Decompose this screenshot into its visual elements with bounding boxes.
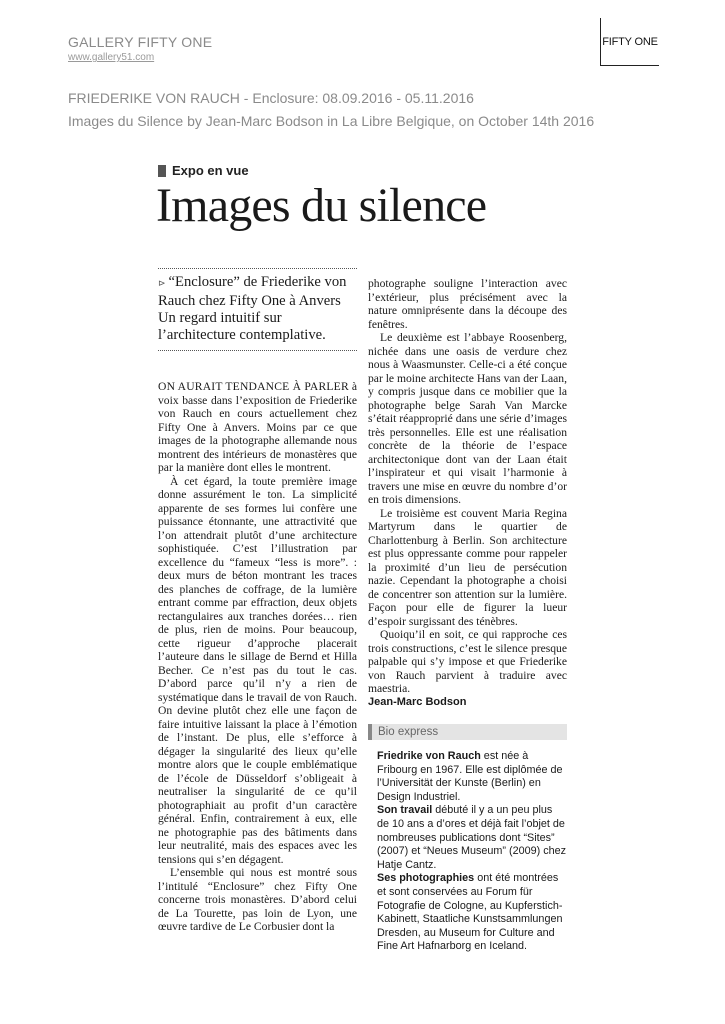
article-paragraph: À cet égard, la toute première image donne assurément le ton. La simplicité apparente de ses formes lui confère une puissance étonnante, une attractivité que l’on attendrait plutôt d’une architecture sophistiquée. C’est l’illustration par excellence du “fameux “less is more”. : deux murs de béton montrant les traces des planches de coffrage, de la lumière entrant comme par effraction, deux objets rectangulaires aux tranches dorées… rien de plus, rien de moins. Pour beaucoup, cette rigueur d’approche placerait l’auteure dans le sillage de Bernd et Hilla Becher. Ce n’est pas du tout le cas. D’abord parce qu’il n’y a rien de systématique dans le travail de von Rauch. On devine plutôt chez elle une façon de faire intuitive laissant la place à l’émotion de l’instant. De plus, elle s’efforce à dégager la singularité des lieux qu’elle montre alors que le couple emblématique de l’école de Düsseldorf s’obligeait à neutraliser la singularité de ce qu’il photographiait au profit d’un caractère général. Enfin, contrairement à eux, elle ne photographie pas des bâtiments dans leur neutralité, mais des espaces avec les tensions qui s’en dégagent. <box>158 474 357 866</box>
article-paragraph: L’ensemble qui nous est montré sous l’intitulé “Enclosure” chez Fifty One concerne trois monastères. D’abord celui de La Tourette, pas loin de Lyon, une œuvre tardive de Le Corbusier dont la <box>158 866 357 933</box>
article-paragraph <box>158 380 357 475</box>
source-line: Images du Silence by Jean-Marc Bodson in La Libre Belgique, on October 14th 2016 <box>68 113 595 129</box>
article-lede <box>158 268 357 351</box>
article-column-right <box>368 277 567 709</box>
article-column-left <box>158 380 357 934</box>
section-square-icon <box>158 165 166 177</box>
bio-paragraph-text: débuté il y a un peu plus de 10 ans a d’ores et déjà fait l’objet de nombreuses publications dont “Sites” (2007) et “Neues Museum” (2009) chez Hatje Cantz. <box>377 804 567 871</box>
bio-lead: Friedrike von Rauch <box>377 750 481 762</box>
gallery-name: GALLERY FIFTY ONE <box>68 34 213 50</box>
gallery-url-link[interactable]: www.gallery51.com <box>68 52 155 63</box>
bio-lead: Ses photographies <box>377 872 475 885</box>
paragraph-text: à voix basse dans l’exposition de Friederike von Rauch en cours actuellement chez Fifty One à Anvers. Moins par ce que images de la photographe allemande nous montrent des intérieurs de monastères que par la manière dont elles le montrent. <box>158 380 358 474</box>
article-paragraph: photographe souligne l’interaction avec l’extérieur, plus précisément avec la nature omniprésente dans la découpe des fenêtres. <box>368 277 567 331</box>
article-author: Jean-Marc Bodson <box>368 695 467 708</box>
article-paragraph: Le troisième est couvent Maria Regina Martyrum dans le quartier de Charlottenburg à Berlin. Son architecture est plus oppressante comme pour rappeler la proximité d’un lieu de persécution nazie. Cependant la photographe a choisi de concentrer son attention sur la lumière. Façon pour elle de figurer la lueur d’espoir surgissant des ténèbres. <box>368 506 567 628</box>
lead-caps: ON AURAIT TENDANCE À PARLER <box>158 380 349 393</box>
lede-arrow-icon: ⊳ <box>158 279 166 289</box>
bio-paragraph-text: ont été montrées et sont conservées au Forum für Fotografie de Cologne, au Kupferstich-Kabinett, Staatliche Kunstsammlungen Dresden, au Museum for Culture and Fine Art Hafnarborg en Iceland. <box>377 872 563 953</box>
bio-paragraph-text: est née à Fribourg en 1967. Elle est diplômée de l’Universität der Kunste (Berlin) en Design Industriel. <box>377 750 563 803</box>
article-paragraph: Quoiqu’il en soit, ce qui rapproche ces trois constructions, c’est le silence presque palpable qui s’y impose et que Friederike von Rauch parvient à traduire avec maestria. <box>368 628 567 695</box>
bio-header: Bio express <box>368 724 567 740</box>
article-headline: Images du silence <box>156 179 487 232</box>
bio-paragraph <box>377 804 567 872</box>
bio-text <box>377 750 567 954</box>
bio-lead: Son travail <box>377 804 433 817</box>
bio-paragraph <box>377 872 567 954</box>
fifty-one-logo: FIFTY ONE <box>600 18 659 66</box>
lede-text: “Enclosure” de Friederike von Rauch chez Fifty One à Anvers Un regard intuitif sur l’architecture contemplative. <box>158 274 347 343</box>
bio-paragraph <box>377 750 567 804</box>
article-paragraph: Le deuxième est l’abbaye Roosenberg, nichée dans une oasis de verdure chez nous à Waasmunster. Celle-ci a été conçue par le moine architecte Hans van der Laan, y compris jusque dans ce mobilier que la photographe belge Sarah Van Marcke s’était réapproprié dans une série d’images très personnelles. Elle est une réalisation concrète de la théorie de l’espace architectonique dont van der Laan était l’inspirateur et qui visait l’harmonie à travers une mise en œuvre du nombre d’or en trois dimensions. <box>368 331 567 506</box>
section-label-text: Expo en vue <box>172 163 249 178</box>
section-label <box>158 163 249 178</box>
exhibition-line: FRIEDERIKE VON RAUCH - Enclosure: 08.09.2016 - 05.11.2016 <box>68 90 474 106</box>
